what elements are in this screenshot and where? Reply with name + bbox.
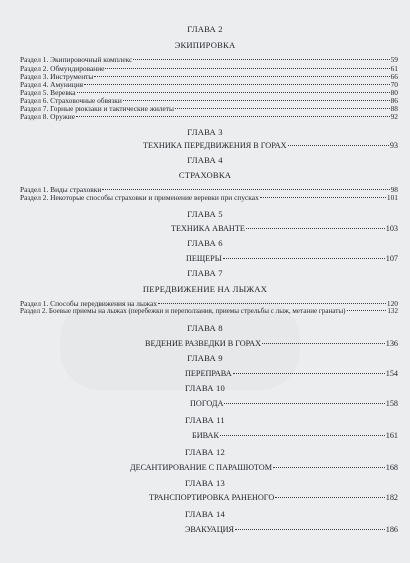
toc-page-number: 92 <box>390 112 398 121</box>
toc-leader <box>246 228 385 229</box>
toc-page-number: 161 <box>385 431 398 440</box>
chapter-heading: ГЛАВА 6 <box>187 238 223 248</box>
toc-page-number: 154 <box>385 369 398 378</box>
toc-leader <box>76 116 390 117</box>
toc-leader <box>273 467 385 468</box>
toc-entry[interactable] <box>20 193 398 202</box>
toc-entry-label: Раздел 2. Боевые приемы на лыжах (перебежки и переползания, приемы стрельбы с лыж, метание гранаты) <box>20 307 346 315</box>
toc-leader <box>94 76 389 77</box>
toc-entry[interactable] <box>171 224 398 233</box>
toc-page-number: 61 <box>390 64 398 73</box>
toc-entry[interactable] <box>143 141 398 150</box>
chapter-heading: ГЛАВА 4 <box>187 155 223 165</box>
toc-page-number: 101 <box>386 193 398 202</box>
toc-entry-label: Раздел 6. Страховочные обвязки <box>20 96 122 105</box>
toc-entry-label: ДЕСАНТИРОВАНИЕ С ПАРАШЮТОМ <box>130 463 272 472</box>
toc-page-number: 98 <box>390 185 398 194</box>
toc-page-number: 80 <box>390 88 398 97</box>
toc-entry-label: Раздел 2. Некоторые способы страховки и применение веревки при спусках <box>20 193 259 202</box>
toc-page-number: 107 <box>385 254 398 263</box>
toc-page-number: 168 <box>385 463 398 472</box>
toc-leader <box>223 258 385 259</box>
toc-leader <box>123 100 390 101</box>
toc-leader <box>260 197 386 198</box>
toc-leader <box>102 189 389 190</box>
chapter-title: ПЕРЕДВИЖЕНИЕ НА ЛЫЖАХ <box>142 284 268 294</box>
toc-leader <box>288 145 389 146</box>
toc-leader <box>158 303 386 304</box>
toc-entry[interactable] <box>186 254 398 263</box>
toc-entry[interactable] <box>185 525 398 534</box>
toc-entry[interactable] <box>185 369 398 378</box>
toc-entry[interactable] <box>192 431 398 440</box>
toc-entry-label: Раздел 1. Виды страховки <box>20 185 102 194</box>
toc-entry[interactable] <box>149 493 398 502</box>
toc-leader <box>175 108 390 109</box>
chapter-title: СТРАХОВКА <box>178 170 232 180</box>
chapter-heading: ГЛАВА 2 <box>187 24 223 34</box>
toc-entry-label: ПЕРЕПРАВА <box>185 369 232 378</box>
toc-page-number: 158 <box>385 399 398 408</box>
toc-entry-label: ПОГОДА <box>190 399 224 408</box>
toc-entry-label: ПЕЩЕРЫ <box>186 254 222 263</box>
toc-leader <box>233 373 385 374</box>
toc-page-number: 66 <box>390 72 398 81</box>
chapter-heading: ГЛАВА 12 <box>184 447 226 457</box>
toc-leader <box>77 92 390 93</box>
toc-page-number: 88 <box>390 104 398 113</box>
toc-page-number: 136 <box>385 339 398 348</box>
toc-entry-label: ТЕХНИКА ПЕРЕДВИЖЕНИЯ В ГОРАХ <box>143 141 287 150</box>
chapter-heading: ГЛАВА 5 <box>187 209 223 219</box>
toc-leader <box>275 497 384 498</box>
chapter-heading: ГЛАВА 10 <box>184 383 226 393</box>
toc-entry-label: Раздел 3. Инструменты <box>20 72 94 81</box>
toc-page-number: 182 <box>385 493 398 502</box>
toc-entry-label: ТРАНСПОРТИРОВКА РАНЕНОГО <box>149 493 275 502</box>
toc-entry-label: Раздел 8. Оружие <box>20 112 76 121</box>
toc-leader <box>347 310 387 311</box>
toc-entry[interactable] <box>20 55 398 64</box>
toc-entry-label: Раздел 1. Способы передвижения на лыжах <box>20 299 158 308</box>
toc-entry-label: БИВАК <box>192 431 219 440</box>
toc-page-number: 120 <box>386 299 398 308</box>
toc-entry-label: Раздел 5. Веревка <box>20 88 76 97</box>
toc-page-number: 59 <box>390 55 398 64</box>
toc-entry[interactable] <box>190 399 398 408</box>
toc-entry-label: ТЕХНИКА АВАНТЕ <box>171 224 245 233</box>
toc-page-number: 86 <box>390 96 398 105</box>
toc-page-number: 186 <box>385 525 398 534</box>
toc-leader <box>84 84 390 85</box>
chapter-heading: ГЛАВА 14 <box>184 509 226 519</box>
toc-entry-label: ЭВАКУАЦИЯ <box>185 525 234 534</box>
toc-entry[interactable] <box>145 339 398 348</box>
toc-page-number: 93 <box>389 141 398 150</box>
toc-entry[interactable] <box>20 307 398 316</box>
toc-entry-label: Раздел 2. Обмундирование <box>20 64 105 73</box>
chapter-heading: ГЛАВА 13 <box>184 478 226 488</box>
toc-page-number: 132 <box>387 307 398 315</box>
toc-leader <box>220 435 385 436</box>
toc-entry-label: Раздел 4. Амуниция <box>20 80 84 89</box>
toc-entry-label: ВЕДЕНИЕ РАЗВЕДКИ В ГОРАХ <box>145 339 261 348</box>
toc-leader <box>133 59 389 60</box>
toc-leader <box>224 403 384 404</box>
toc-leader <box>105 68 389 69</box>
chapter-title: ЭКИПИРОВКА <box>174 40 236 50</box>
toc-page-number: 70 <box>390 80 398 89</box>
chapter-heading: ГЛАВА 11 <box>185 415 225 425</box>
toc-entry[interactable] <box>130 463 398 472</box>
toc-leader <box>235 529 385 530</box>
toc-entry-label: Раздел 7. Горные рюкзаки и тактические жилеты <box>20 104 174 113</box>
toc-entry[interactable] <box>20 112 398 121</box>
chapter-heading: ГЛАВА 9 <box>187 353 223 363</box>
toc-leader <box>262 343 385 344</box>
chapter-heading: ГЛАВА 7 <box>187 268 223 278</box>
chapter-heading: ГЛАВА 3 <box>187 127 223 137</box>
toc-entry-label: Раздел 1. Экипировочный комплекс <box>20 55 133 64</box>
chapter-heading: ГЛАВА 8 <box>187 323 223 333</box>
toc-page-number: 103 <box>385 224 398 233</box>
